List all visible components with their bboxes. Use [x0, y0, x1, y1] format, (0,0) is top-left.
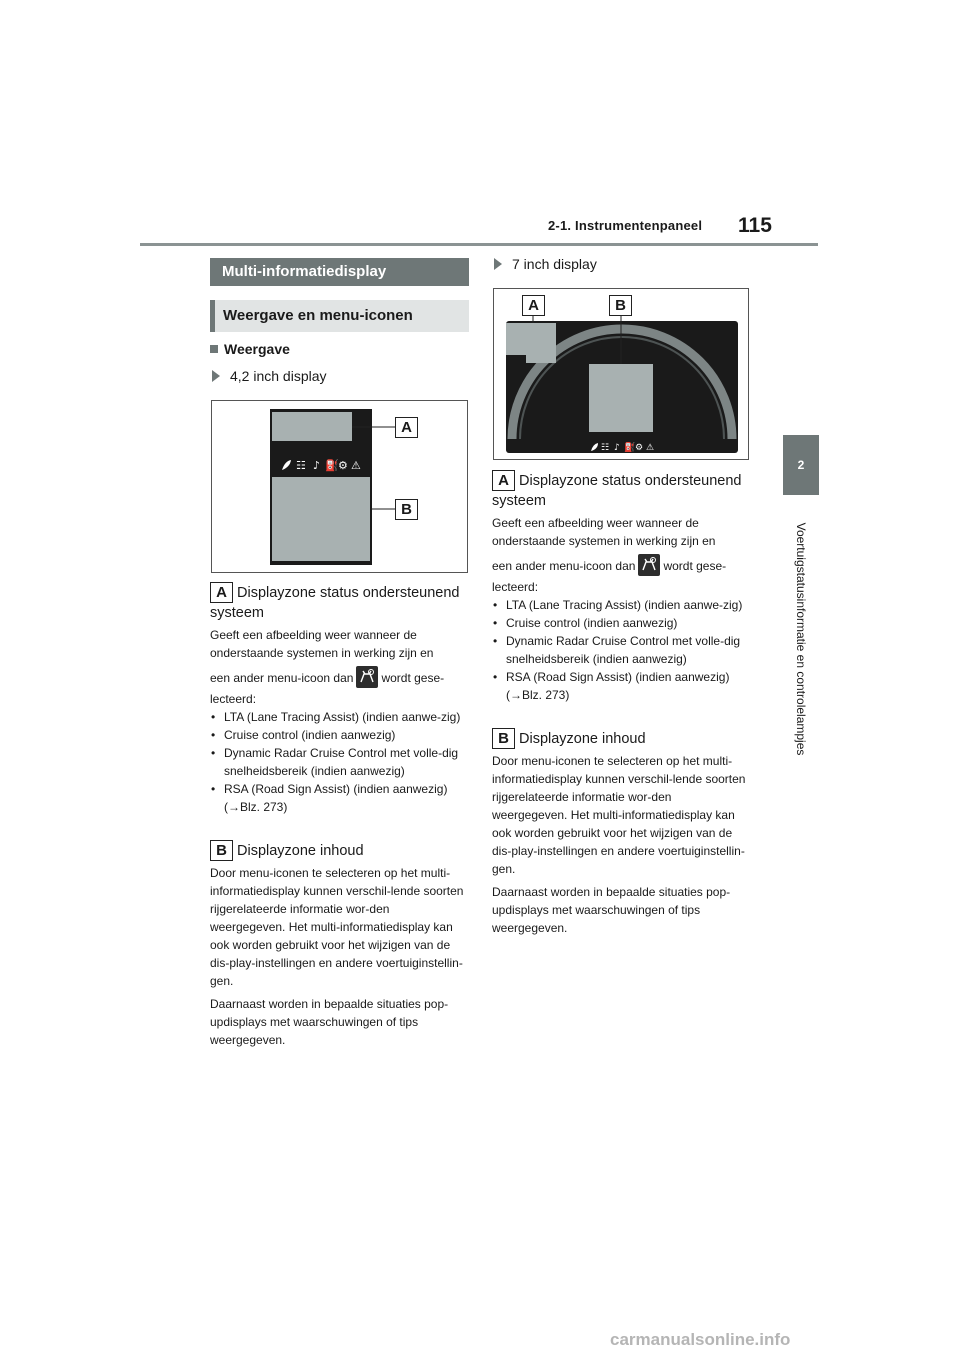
vehicle-info-icon: ⛽ [325, 459, 339, 472]
audio-note-icon: ♪ [313, 459, 321, 472]
driving-assist-menu-icon [638, 554, 660, 576]
zone-b-title-text: Displayzone inhoud [237, 843, 364, 859]
section-title: Multi-informatiedisplay [210, 258, 469, 286]
zone-a-title-text: Displayzone status ondersteunend systeem [210, 585, 460, 621]
callout-b-label: B [492, 728, 515, 749]
page-number: 115 [738, 214, 772, 237]
zone-a-intro-1: Geeft een afbeelding weer wanneer de onderstaande systemen in werking zijn en [210, 628, 434, 660]
callout-b: B [609, 295, 632, 316]
list-item: • Cruise control (indien aanwezig) [492, 614, 750, 632]
zone-b-description-right [492, 752, 750, 937]
zone-b-paragraph-2: Daarnaast worden in bepaalde situaties pop-updisplays met waarschuwingen of tips weergegeven. [492, 885, 731, 935]
bullet-heading [210, 341, 290, 357]
zone-a-title-right [492, 470, 754, 511]
zone-a-intro-2b: wordt gese- [663, 559, 727, 573]
display-type-right [494, 256, 597, 272]
figure-4inch-display [211, 400, 468, 573]
zone-a-intro-3: lecteerd: [492, 580, 539, 594]
driving-assist-icon: ☷ [601, 443, 610, 453]
zone-a-description-right [492, 514, 750, 704]
system-list-right [492, 596, 750, 704]
callout-a: A [395, 417, 418, 438]
audio-note-icon: ♪ [614, 443, 620, 453]
system-list-left [210, 708, 468, 816]
triangle-bullet-icon [494, 258, 502, 270]
zone-a-intro-2 [492, 554, 750, 576]
zone-a-title-text: Displayzone status ondersteunend systeem [492, 473, 742, 509]
zone-b-description-left [210, 864, 468, 1049]
warning-triangle-icon: ⚠ [351, 459, 361, 472]
callout-b: B [395, 499, 418, 520]
chapter-number: 2 [797, 458, 805, 472]
header-divider [140, 243, 818, 246]
zone-a-intro-3: lecteerd: [210, 692, 257, 706]
zone-a-intro-2b: wordt gese- [381, 671, 445, 685]
driving-assist-menu-icon [356, 666, 378, 688]
chapter-tab [783, 435, 819, 495]
list-item: • Dynamic Radar Cruise Control met volle-dig snelheidsbereik (indien aanwezig) [210, 744, 468, 780]
display-type-right-label: 7 inch display [512, 256, 597, 272]
zone-b-title-left [210, 840, 472, 861]
warning-triangle-icon: ⚠ [646, 443, 655, 453]
vehicle-info-icon: ⛽ [624, 443, 636, 453]
zone-b-title-text: Displayzone inhoud [519, 731, 646, 747]
list-item: • RSA (Road Sign Assist) (indien aanwezig) (→Blz. 273) [492, 668, 750, 704]
bullet-heading-text: Weergave [224, 341, 290, 357]
triangle-bullet-icon [212, 370, 220, 382]
watermark: carmanualsonline.info [610, 1330, 791, 1349]
callout-b-label: B [210, 840, 233, 861]
zone-a-intro-1: Geeft een afbeelding weer wanneer de onderstaande systemen in werking zijn en [492, 516, 716, 548]
chapter-title: Voertuigstatusinformatie en controlelampjes [794, 522, 808, 756]
list-item: • Dynamic Radar Cruise Control met volle-dig snelheidsbereik (indien aanwezig) [492, 632, 750, 668]
callout-a-label: A [210, 582, 233, 603]
zone-b-title-right [492, 728, 754, 749]
zone-b-paragraph-1: Door menu-iconen te selecteren op het multi-informatiedisplay kunnen verschil-lende soorten rijgerelateerde informatie wor-den weergegeven. Het multi-informatiedisplay kan ook worden gebruikt voor het wijzigen van de dis-play-instellingen en andere voertuiginstellin-gen. [210, 866, 464, 988]
zone-b-paragraph-1: Door menu-iconen te selecteren op het multi-informatiedisplay kunnen verschil-lende soorten rijgerelateerde informatie wor-den weergegeven. Het multi-informatiedisplay kan ook worden gebruikt voor het wijzigen van de dis-play-instellingen en andere voertuiginstellin-gen. [492, 754, 746, 876]
zone-b-paragraph-2: Daarnaast worden in bepaalde situaties pop-updisplays met waarschuwingen of tips weergegeven. [210, 997, 449, 1047]
zone-a-title-left [210, 582, 472, 623]
square-bullet-icon [210, 345, 218, 353]
zone-a-intro-2 [210, 666, 468, 688]
zone-a-description-left [210, 626, 468, 816]
header-section-title: 2-1. Instrumentenpaneel [548, 218, 703, 233]
list-item: • LTA (Lane Tracing Assist) (indien aanwe-zig) [492, 596, 750, 614]
callout-a-label: A [492, 470, 515, 491]
figure-7inch-display [493, 288, 749, 460]
settings-gear-icon: ⚙ [635, 443, 644, 453]
driving-assist-icon: ☷ [296, 459, 306, 472]
display-4inch-illustration [212, 401, 467, 572]
list-item: • LTA (Lane Tracing Assist) (indien aanwe-zig) [210, 708, 468, 726]
list-item: • RSA (Road Sign Assist) (indien aanwezig) (→Blz. 273) [210, 780, 468, 816]
display-type-left-label: 4,2 inch display [230, 368, 327, 384]
display-type-left [212, 368, 327, 384]
subsection-title: Weergave en menu-iconen [210, 300, 469, 332]
zone-a-intro-2a: een ander menu-icoon dan [492, 559, 636, 573]
callout-a: A [522, 295, 545, 316]
list-item: • Cruise control (indien aanwezig) [210, 726, 468, 744]
zone-a-intro-2a: een ander menu-icoon dan [210, 671, 354, 685]
chapter-side-title [751, 504, 851, 774]
settings-gear-icon: ⚙ [338, 459, 348, 472]
